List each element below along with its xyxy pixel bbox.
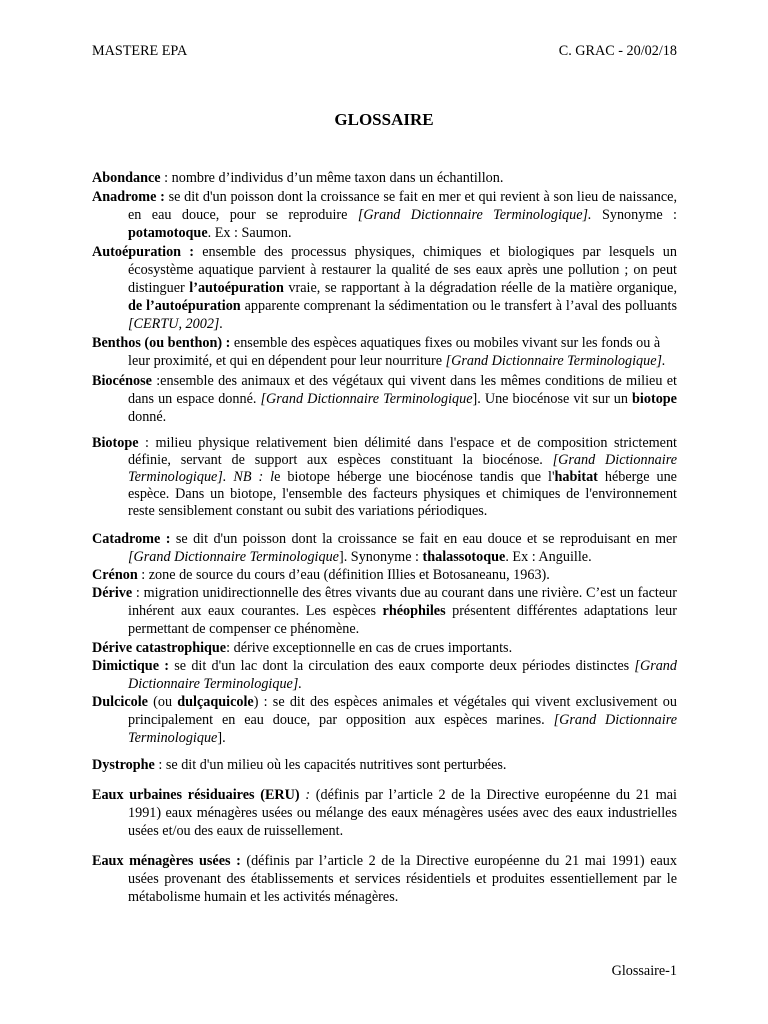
term: Abondance (92, 170, 161, 186)
definition: ]. (217, 730, 226, 746)
header-author-date: C. GRAC - 20/02/18 (558, 43, 677, 59)
definition: : zone de source du cours d’eau (définition Illies et Botosaneanu, 1963). (137, 567, 550, 583)
term: Eaux ménagères usées : (92, 853, 241, 869)
definition: : nombre d’individus d’un même taxon dans un échantillon. (160, 170, 504, 186)
definition: . Ex : Saumon. (207, 225, 292, 241)
entry-anadrome (92, 188, 677, 242)
entry-eaux-menageres (92, 852, 677, 906)
definition: ) : se dit des espèces animales et végétales qui vivent exclusivement ou principalement en eau douce, par opposition aux espèces marines. (128, 694, 677, 728)
term: Anadrome : (92, 189, 165, 205)
definition: Synonyme : (591, 207, 677, 223)
term: Benthos (ou benthon) : (92, 335, 231, 351)
entry-biotope (92, 435, 677, 520)
page-title: GLOSSAIRE (334, 110, 434, 129)
definition: : milieu physique relativement bien délimité dans l'espace et de composition strictement définie, servant de support aux espèces constituant la biocénose. (128, 435, 677, 468)
term: Catadrome : (92, 531, 171, 547)
definition: :ensemble des animaux et des végétaux qui vivent dans les mêmes conditions de milieu et dans un espace donné. (128, 373, 677, 407)
term: Dystrophe (92, 757, 155, 773)
reference: [Grand Dictionnaire Terminologique]. (445, 353, 666, 369)
term: Biotope (92, 435, 139, 451)
definition: apparente comprenant la sédimentation ou le transfert à l’aval des polluants (240, 298, 677, 314)
definition: ]. Une biocénose vit sur un (472, 391, 633, 407)
keyword: habitat (554, 469, 598, 485)
entry-derive (92, 584, 677, 638)
entry-benthos (92, 334, 677, 370)
reference: [Grand Dictionnaire Terminologique]. (128, 658, 677, 692)
definition: (ou (147, 694, 178, 710)
entry-abondance (92, 169, 677, 187)
glossary-list (92, 169, 677, 906)
entry-autoepuration (92, 243, 677, 333)
definition: se dit d'un lac dont la circulation des eaux comporte deux périodes distinctes (168, 658, 635, 674)
definition: se dit d'un poisson dont la croissance se fait en mer et qui revient à son lieu de naissance, en eau douce, pour se reproduire (128, 189, 677, 223)
entry-catadrome (92, 530, 677, 566)
definition: e biotope héberge une biocénose tandis que l' (274, 469, 555, 485)
separator: : (299, 787, 316, 803)
definition: (définis par l’article 2 de la Directive européenne du 21 mai 1991) eaux usées provenant des établissements et services résidentiels et produites essentiellement par le métabolisme humain et les activités ménagères. (128, 853, 677, 905)
entry-eru (92, 786, 677, 840)
reference: [Grand Dictionnaire Terminologique (128, 712, 677, 746)
keyword: rhéophiles (382, 603, 446, 619)
entry-dimictique (92, 657, 677, 693)
term: Dérive catastrophique (92, 640, 227, 656)
definition: : dérive exceptionnelle en cas de crues importants. (226, 640, 513, 656)
term: Dimictique : (92, 658, 169, 674)
entry-crenon (92, 566, 677, 584)
term: Biocénose (92, 373, 152, 389)
term: Autoépuration : (92, 244, 195, 260)
definition: ]. Synonyme : (338, 549, 423, 565)
synonym: dulçaquicole (177, 694, 254, 710)
term: Eaux urbaines résiduaires (ERU) (92, 787, 300, 803)
reference: [Grand Dictionnaire Terminologique (260, 391, 473, 407)
entry-derive-catastrophique (92, 639, 677, 657)
entry-biocenose (92, 372, 677, 426)
term: Dérive (92, 585, 133, 601)
reference: [Grand Dictionnaire Terminologique]. (357, 207, 592, 223)
keyword: de l’autoépuration (128, 298, 241, 314)
entry-dystrophe (92, 756, 677, 774)
keyword: l’autoépuration (189, 280, 284, 296)
definition: héberge une espèce. Dans un biotope, l'ensemble des facteurs physiques et chimiques de l'environnement reste sensiblement constant ou subit des variations périodiques. (128, 469, 677, 519)
term: Crénon (92, 567, 138, 583)
synonym: potamotoque (128, 225, 208, 241)
definition: ensemble des espèces aquatiques fixes ou mobiles vivant sur les fonds ou à leur proximité, et qui en dépendent pour leur nourriture (128, 335, 661, 369)
definition: ensemble des processus physiques, chimiques et biologiques par lesquels un écosystème aquatique parvient à restaurer la qualité de ses eaux après une pollution ; on peut distinguer (128, 244, 677, 296)
definition: vraie, se rapportant à la dégradation réelle de la matière organique, (283, 280, 677, 296)
term: Dulcicole (92, 694, 148, 710)
reference: [CERTU, 2002]. (128, 316, 223, 332)
definition: : se dit d'un milieu où les capacités nutritives sont perturbées. (154, 757, 507, 773)
reference: [Grand Dictionnaire Terminologique (128, 549, 339, 565)
entry-dulcicole (92, 693, 677, 747)
page-number: Glossaire-1 (611, 963, 677, 979)
definition: : migration unidirectionnelle des êtres vivants due au courant dans une rivière. C’est un facteur inhérent aux eaux courantes. Les espèces (128, 585, 677, 619)
definition: . Ex : Anguille. (505, 549, 592, 565)
header-course: MASTERE EPA (92, 43, 188, 59)
definition: donné. (128, 409, 167, 425)
definition: (définis par l’article 2 de la Directive européenne du 21 mai 1991) eaux ménagères usées ou mélange des eaux ménagères usées avec des eaux industrielles usées et/ou des eaux de ruissellement. (128, 787, 677, 839)
definition: se dit d'un poisson dont la croissance se fait en eau douce et se reproduisant en mer (170, 531, 677, 547)
synonym: thalassotoque (422, 549, 506, 565)
reference: [Grand Dictionnaire Terminologique]. NB : l (128, 452, 677, 485)
keyword: biotope (632, 391, 677, 407)
definition: présentent différentes adaptations leur permettant de compenser ce phénomène. (128, 603, 678, 637)
